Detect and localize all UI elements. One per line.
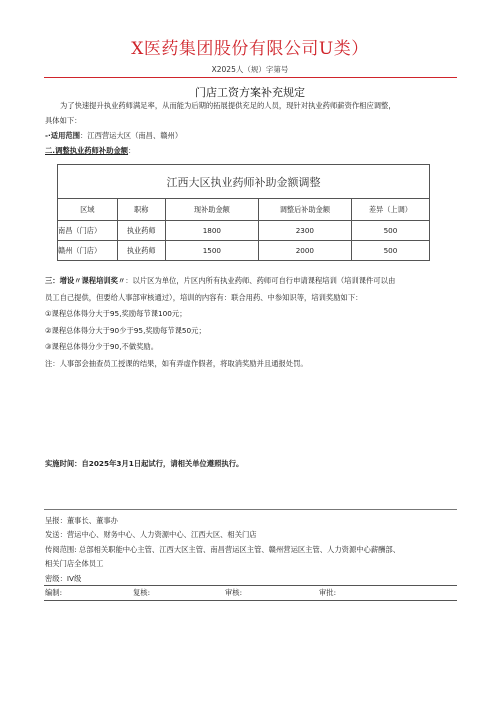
reward-item-1: ①课程总体得分大于95,奖励每节课100元； <box>45 309 187 318</box>
send-to: 发送：营运中心、财务中心、人力资源中心、江西大区、相关门店 <box>45 530 257 539</box>
effective-date: 实施时间：自2025年3月1日起试行，请相关单位遵照执行。 <box>45 459 244 468</box>
table-cell: 执业药师 <box>117 221 165 241</box>
table-cell: 赣州（门店） <box>58 241 118 261</box>
section2-heading <box>45 144 135 159</box>
table-cell: 南昌（门店） <box>58 221 118 241</box>
column-header: 现补助金额 <box>165 199 258 221</box>
column-header: 职称 <box>117 199 165 221</box>
secret-level: 密级：IV级 <box>45 574 82 583</box>
header-divider <box>44 77 457 78</box>
signoff-reviewed: 复核: <box>133 588 151 597</box>
table-cell: 1800 <box>165 221 258 241</box>
footer-bottom-divider <box>44 600 457 601</box>
document-title: 门店工资方案补充规定 <box>195 86 305 99</box>
reward-item-2: ②课程总体得分大于90少于95,奖励每节课50元； <box>45 326 206 335</box>
column-header: 差异（上调） <box>351 199 429 221</box>
table-row <box>58 241 430 261</box>
intro-line-1: 为了快速提升执业药师满足率，从而能为后期的拓展提供充足的人员，现针对执业药师薪资作相应调整， <box>60 101 396 110</box>
circulation-line-1: 传阅范围: 总部相关职能中心主管、江西大区主管、南昌营运区主管、赣州营运区主管、人力资源中心薪酬部、 <box>45 545 401 554</box>
table-cell: 500 <box>351 241 429 261</box>
signoff-audited: 审核: <box>225 588 243 597</box>
signoff-compiled: 编制: <box>45 588 63 597</box>
table-cell: 1500 <box>165 241 258 261</box>
scope-label: -·适用范围 <box>45 131 80 140</box>
report-to: 呈报：董事长、董事办 <box>45 516 118 525</box>
subsidy-table <box>57 164 430 261</box>
reward-item-3: ③课程总体得分少于90,不做奖励。 <box>45 342 159 351</box>
table-cell: 2300 <box>258 221 351 241</box>
table-cell: 500 <box>351 221 429 241</box>
table-cell: 执业药师 <box>117 241 165 261</box>
circulation-line-2: 相关门店全体员工 <box>45 559 104 568</box>
section3-line-2: 员工自己提供，但要给人事部审核通过），培训的内容有：联合用药、中参知识等，培训奖励如下： <box>45 293 363 302</box>
section3-title: 三：增设〃课程培训奖〃 <box>45 276 126 285</box>
column-header: 调整后补助金额 <box>258 199 351 221</box>
column-header: 区域 <box>58 199 118 221</box>
section3-line-1 <box>45 274 395 289</box>
section3-line1-text: ：以片区为单位，片区内所有执业药师、药师可自行申请课程培训（培训课件可以由 <box>125 276 396 285</box>
table-cell: 2000 <box>258 241 351 261</box>
table-caption: 江西大区执业药师补助金额调整 <box>58 165 430 199</box>
table-header-row <box>58 199 430 221</box>
signoff-approved: 审批: <box>319 588 337 597</box>
section2-colon: ： <box>128 146 136 155</box>
company-title: X医药集团股份有限公司U类） <box>131 39 369 59</box>
footer-top-divider <box>44 509 457 510</box>
section2-title: 二.调整执业药师补助金额 <box>45 146 129 155</box>
scope-line <box>45 129 182 144</box>
table-row <box>58 221 430 241</box>
scope-value: ：江西营运大区（南昌、赣州） <box>80 131 183 140</box>
document-number: X2025人（规）字第号 <box>211 65 289 74</box>
audit-note: 注：人事部会抽查员工授课的结果，如有弄虚作假者，将取消奖励并且通报处罚。 <box>45 359 308 368</box>
intro-line-2: 具体如下： <box>45 116 82 125</box>
footer-signoff-divider <box>44 585 457 586</box>
